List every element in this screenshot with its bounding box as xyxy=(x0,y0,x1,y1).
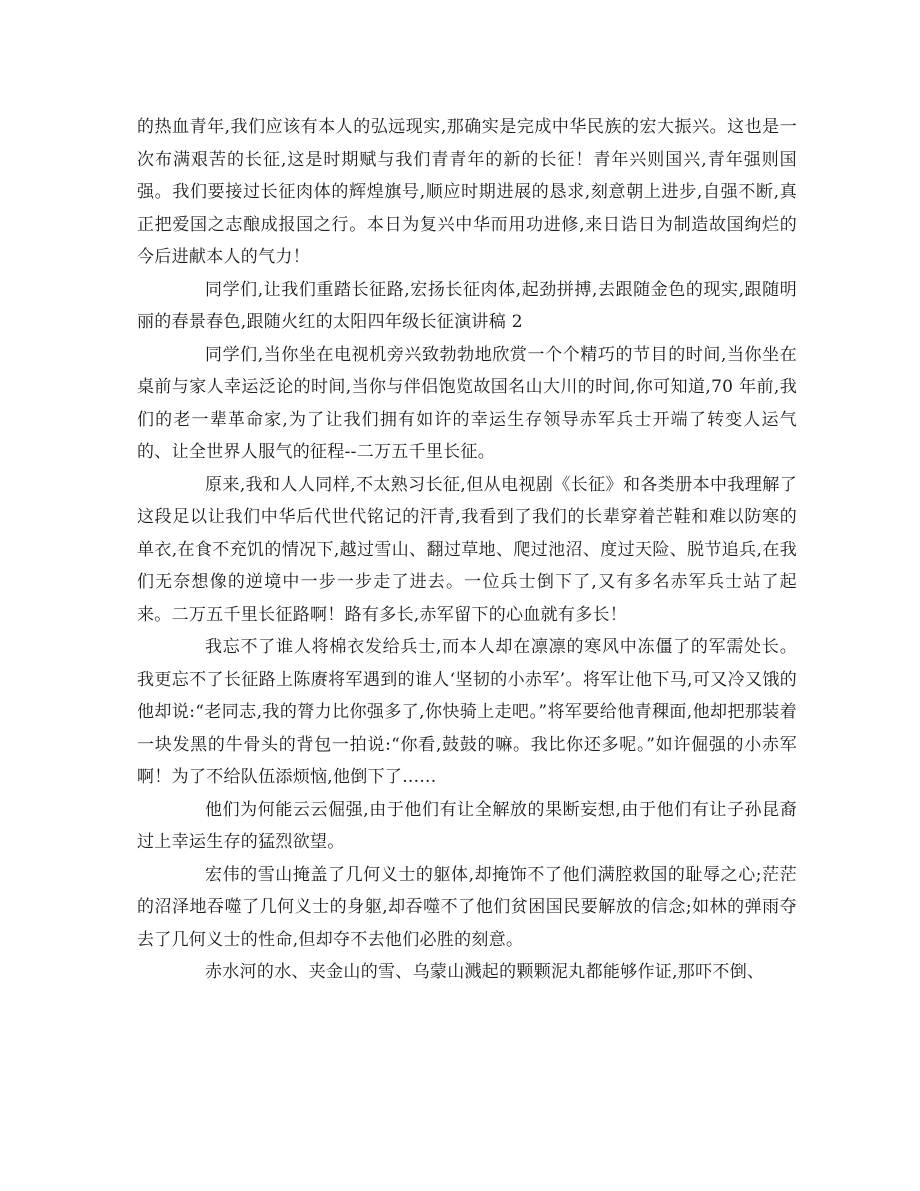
paragraph-5: 我忘不了谁人将棉衣发给兵士,而本人却在凛凛的寒风中冻僵了的军需处长。我更忘不了长征路上陈赓将军遇到的谁人‘坚韧的小赤军’。将军让他下马,可又冷又饿的他却说:“老同志,我的膂力比你强多了,你快骑上走吧。”将军要给他青稞面,他却把那装着一块发黑的牛骨头的背包一拍说:“你看,鼓鼓的嘛。我比你还多呢。”如许倔强的小赤军啊！为了不给队伍添烦恼,他倒下了...... xyxy=(137,637,797,787)
paragraph-7: 宏伟的雪山掩盖了几何义士的躯体,却掩饰不了他们满腔救国的耻辱之心;茫茫的沼泽地吞噬了几何义士的身躯,却吞噬不了他们贫困国民要解放的信念;如林的弹雨夺去了几何义士的性命,但却夺不去他们必胜的刻意。 xyxy=(137,864,797,950)
paragraph-3: 同学们,当你坐在电视机旁兴致勃勃地欣赏一个个精巧的节目的时间,当你坐在桌前与家人幸运泛论的时间,当你与伴侣饱览故国名山大川的时间,你可知道,70 年前,我们的老一辈革命家,为了让我们拥有如许的幸运生存领导赤军兵士开端了转变人运气的、让全世界人服气的征程--二万五千里长征。 xyxy=(137,344,797,462)
paragraph-8: 赤水河的水、夹金山的雪、乌蒙山溅起的颗颗泥丸都能够作证,那吓不倒、 xyxy=(205,962,765,982)
paragraph-2: 同学们,让我们重踏长征路,宏扬长征肉体,起劲拼搏,去跟随金色的现实,跟随明丽的春景春色,跟随火红的太阳四年级长征演讲稿 2 xyxy=(137,279,797,332)
document-body xyxy=(137,111,797,989)
paragraph-1: 的热血青年,我们应该有本人的弘远现实,那确实是完成中华民族的宏大振兴。这也是一次布满艰苦的长征,这是时期赋与我们青青年的新的长征！青年兴则国兴,青年强则国强。我们要接过长征肉体的辉煌旗号,顺应时期进展的恳求,刻意朝上进步,自强不断,真正把爱国之志酿成报国之行。本日为复兴中华而用功进修,来日诰日为制造故国绚烂的今后进献本人的气力！ xyxy=(137,117,797,267)
paragraph-4: 原来,我和人人同样,不太熟习长征,但从电视剧《长征》和各类册本中我理解了这段足以让我们中华后代世代铭记的汗青,我看到了我们的长辈穿着芒鞋和难以防寒的单衣,在食不充饥的情况下,越过雪山、翻过草地、爬过池沼、度过天险、脱节追兵,在我们无奈想像的逆境中一步一步走了进去。一位兵士倒下了,又有多名赤军兵士站了起来。二万五千里长征路啊！路有多长,赤军留下的心血就有多长！ xyxy=(137,474,797,625)
paragraph-6: 他们为何能云云倔强,由于他们有让全解放的果断妄想,由于他们有让子孙昆裔过上幸运生存的猛烈欲望。 xyxy=(137,799,797,852)
